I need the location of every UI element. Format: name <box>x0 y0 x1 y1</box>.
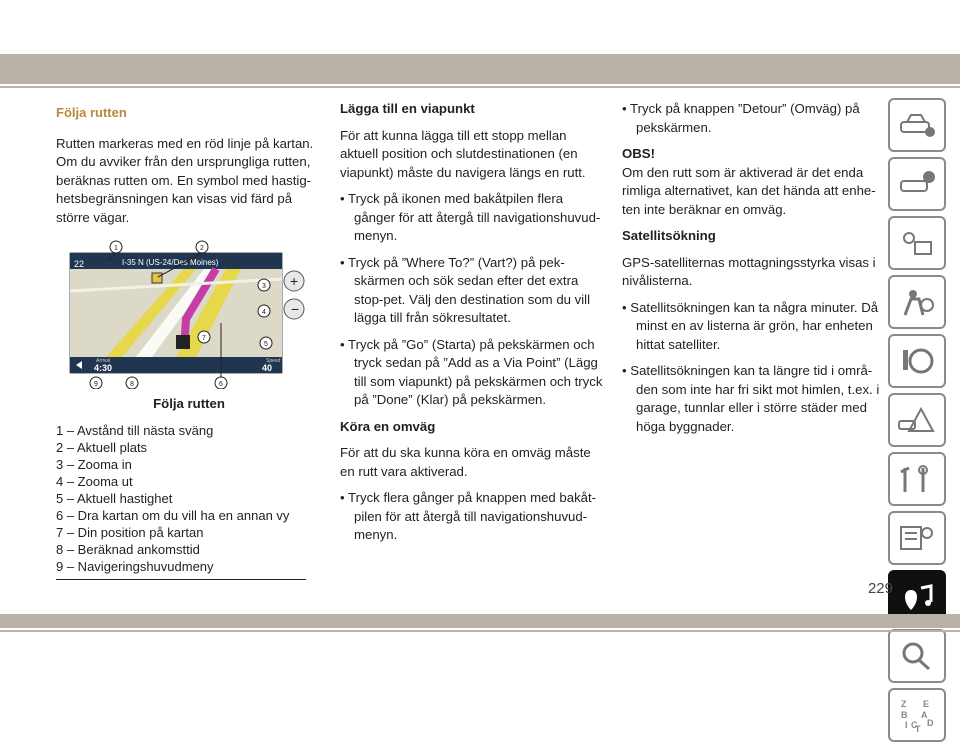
header-rule <box>0 86 960 88</box>
dashboard-lights-icon[interactable] <box>888 216 946 270</box>
car-warning-icon[interactable] <box>888 157 946 211</box>
column-1 <box>56 100 322 580</box>
sidebar-letter: Z <box>901 699 907 709</box>
legend-item: 6 – Dra kartan om du vill ha en annan vy <box>56 507 290 523</box>
sidebar-letter: T <box>915 724 921 732</box>
top-speed-value: 22 <box>74 259 85 269</box>
legend-item: 2 – Aktuell plats <box>56 439 148 455</box>
search-magnifier-icon[interactable] <box>888 629 946 683</box>
legend-item: 9 – Navigeringshuvudmeny <box>56 558 214 574</box>
speed-label: Speed <box>266 358 281 364</box>
tools-icon[interactable] <box>888 452 946 506</box>
via-point-intro: För att kunna lägga till ett stopp mellan aktuell position och slutdestinationen (en viapunkt) måste du navigera längs en rutt. <box>340 127 586 180</box>
arrival-time: 4:30 <box>94 363 113 373</box>
callout-1: 1 <box>114 245 118 252</box>
sidebar-letter: I <box>905 720 908 730</box>
sidebar-letter: B <box>901 710 908 720</box>
satellite-intro: GPS-satelliternas mottagningsstyrka visas i nivålisterna. <box>622 254 876 288</box>
sidebar-letter: E <box>923 699 930 709</box>
nav-screen-illustration <box>66 239 308 389</box>
steering-wheel-key-icon[interactable] <box>888 334 946 388</box>
car-crash-icon[interactable] <box>888 393 946 447</box>
arrival-label: Arrival <box>96 358 111 364</box>
callout-7: 7 <box>202 335 206 342</box>
via-point-heading: Lägga till en viapunkt <box>340 101 475 116</box>
column-2 <box>340 100 605 553</box>
sidebar-letter: A <box>921 710 928 720</box>
chapter-tab-sidebar <box>888 98 944 747</box>
via-point-bullet: • Tryck på ”Where To?” (Vart?) på pek-skärmen och sök sedan efter det extra stop-pet. Välj den destination som du vill lägga till från sökresultatet. <box>340 254 591 325</box>
detour-bullet: • Tryck på knappen ”Detour” (Omväg) på pekskärmen. <box>622 101 860 135</box>
spec-list-icon[interactable] <box>888 511 946 565</box>
top-margin <box>0 0 960 52</box>
svg-text:+: + <box>290 273 299 289</box>
header-band <box>0 54 960 84</box>
detour-intro: För att du ska kunna köra en omväg måste en rutt vara aktiverad. <box>340 445 591 479</box>
legend-item: 5 – Aktuell hastighet <box>56 490 173 506</box>
legend-item: 4 – Zooma ut <box>56 473 133 489</box>
nav-screen-figure <box>66 239 308 389</box>
page-number: 229 <box>867 580 893 597</box>
satellite-bullet: • Satellitsökningen kan ta längre tid i områ-den som inte har fri sikt mot himlen, t.ex. i garage, tunnlar eller i större städer med höga byggnader. <box>622 363 880 434</box>
detour-bullet: • Tryck flera gånger på knappen med bakåt-pilen för att återgå till navigationshuvud-menyn. <box>340 490 597 542</box>
note-text: Om den rutt som är aktiverad är det enda rimliga alternativet, kan det hända att enhe-ten inte beräknar en omväg. <box>622 164 876 217</box>
callout-3: 3 <box>262 283 266 290</box>
figure-caption: Följa rutten <box>153 396 225 411</box>
legend-list <box>56 422 322 575</box>
footer-band <box>0 614 960 628</box>
footer-rule <box>0 630 960 632</box>
section-heading: Följa rutten <box>56 105 127 120</box>
detour-heading: Köra en omväg <box>340 418 436 434</box>
callout-6: 6 <box>219 381 223 388</box>
note-heading: OBS! <box>622 146 655 161</box>
speed-value: 40 <box>262 363 273 373</box>
callout-2: 2 <box>200 245 204 252</box>
legend-rule <box>56 579 306 580</box>
callout-9: 9 <box>94 381 98 388</box>
svg-text:−: − <box>291 301 300 317</box>
legend-item: 3 – Zooma in <box>56 456 132 472</box>
sidebar-letter: C <box>911 720 918 730</box>
legend-item: 8 – Beräknad ankomsttid <box>56 541 200 557</box>
callout-5: 5 <box>264 341 268 348</box>
legend-item: 7 – Din position på kartan <box>56 524 204 540</box>
via-point-bullet: • Tryck på ”Go” (Starta) på pekskärmen och tryck sedan på ”Add as a Via Point” (Lägg till som viapunkt) på pekskärmen och tryck på ”Done” (Klar) på pekskärmen. <box>340 336 603 407</box>
column-3 <box>622 100 890 444</box>
satellite-heading: Satellitsökning <box>622 228 716 243</box>
seatbelt-airbag-icon[interactable] <box>888 275 946 329</box>
legend-item: 1 – Avstånd till nästa sväng <box>56 422 214 438</box>
section-intro: Rutten markeras med en röd linje på kartan. Om du avviker från den ursprungliga rutten, beräknas rutten om. En symbol med hastig-hetsbegränsningen kan visas vid färd på större vägar. <box>56 135 314 225</box>
satellite-bullet: • Satellitsökningen kan ta några minuter. Då minst en av listerna är grön, har enheten hittat satelliter. <box>622 299 879 352</box>
alphabet-index-icon[interactable] <box>888 688 946 742</box>
road-label: I-35 N (US-24/Des Moines) <box>122 258 219 267</box>
callout-4: 4 <box>262 309 266 316</box>
sidebar-letter: D <box>927 718 934 728</box>
via-point-bullet: • Tryck på ikonen med bakåtpilen flera gånger för att återgå till navigationshuvud-menyn. <box>340 191 601 243</box>
callout-8: 8 <box>130 381 134 388</box>
car-info-icon[interactable] <box>888 98 946 152</box>
